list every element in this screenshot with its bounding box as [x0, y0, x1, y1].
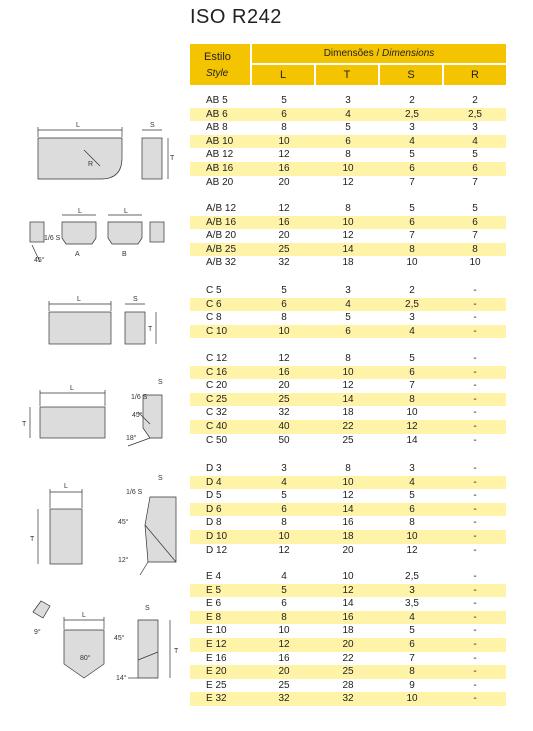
- label-B: B: [122, 251, 127, 258]
- cell-S: 10: [406, 693, 418, 705]
- table-row: [190, 476, 506, 490]
- label-T-c: T: [148, 326, 153, 333]
- col-header-S: S: [380, 65, 442, 85]
- cell-style: C 25: [206, 393, 228, 405]
- cell-R: -: [473, 611, 477, 623]
- cell-style: A/B 20: [206, 230, 237, 242]
- label-T-c2: T: [22, 421, 27, 428]
- cell-T: 8: [345, 149, 351, 161]
- cell-S: 6: [409, 503, 415, 515]
- cell-R: 6: [472, 216, 478, 228]
- label-S-c2: S: [158, 379, 163, 386]
- cell-style: C 6: [206, 298, 222, 310]
- table-group-c-large: [190, 352, 506, 447]
- cell-L: 40: [278, 420, 290, 432]
- table-group-e: [190, 570, 506, 706]
- cell-L: 6: [281, 503, 287, 515]
- cell-L: 10: [278, 530, 290, 542]
- cell-style: E 20: [206, 666, 227, 678]
- cell-R: -: [473, 584, 477, 596]
- cell-style: E 16: [206, 652, 227, 664]
- table-row: [190, 256, 506, 270]
- table-row: [190, 584, 506, 598]
- cell-T: 8: [345, 203, 351, 214]
- label-12-d: 12°: [118, 557, 129, 564]
- cell-R: -: [473, 530, 477, 542]
- cell-S: 6: [409, 638, 415, 650]
- table-row: [190, 366, 506, 380]
- label-T-e: T: [174, 648, 179, 655]
- table-row: [190, 148, 506, 162]
- cell-S: 10: [406, 257, 418, 269]
- cell-style: C 8: [206, 312, 222, 324]
- cell-R: -: [473, 393, 477, 405]
- cell-S: 4: [409, 325, 415, 337]
- diagram-e: [33, 601, 170, 678]
- cell-R: -: [473, 598, 477, 610]
- label-R-ab: R: [88, 161, 94, 168]
- cell-L: 5: [281, 490, 287, 502]
- table-row: [190, 665, 506, 679]
- cell-style: AB 10: [206, 135, 234, 147]
- cell-L: 25: [278, 679, 290, 691]
- label-45-d: 45°: [118, 519, 129, 526]
- label-L-c2: L: [70, 385, 74, 392]
- cell-style: A/B 25: [206, 243, 237, 255]
- cell-style: E 32: [206, 693, 227, 705]
- cell-T: 14: [342, 393, 354, 405]
- cell-T: 12: [342, 584, 354, 596]
- cell-L: 20: [278, 380, 290, 392]
- label-L-c: L: [77, 296, 81, 303]
- cell-style: AB 6: [206, 108, 228, 120]
- cell-S: 4: [409, 611, 415, 623]
- cell-S: 5: [409, 149, 415, 161]
- table-row: [190, 284, 506, 298]
- cell-L: 6: [281, 108, 287, 120]
- table-row: [190, 570, 506, 584]
- cell-style: A/B 16: [206, 216, 237, 228]
- cell-S: 5: [409, 203, 415, 214]
- table-row: [190, 611, 506, 625]
- cell-T: 4: [345, 298, 351, 310]
- cell-L: 16: [278, 366, 290, 378]
- cell-L: 10: [278, 325, 290, 337]
- dimensions-label: Dimensões /: [323, 48, 380, 59]
- cell-L: 3: [281, 463, 287, 474]
- cell-T: 25: [342, 666, 354, 678]
- table-row: [190, 94, 506, 108]
- cell-R: -: [473, 679, 477, 691]
- cell-R: 2: [472, 95, 478, 106]
- cell-T: 28: [342, 679, 354, 691]
- cell-S: 12: [406, 420, 418, 432]
- cell-style: E 4: [206, 571, 222, 582]
- cell-R: -: [473, 693, 477, 705]
- cell-R: -: [473, 420, 477, 432]
- cell-L: 8: [281, 122, 287, 134]
- cell-style: D 4: [206, 476, 222, 488]
- technical-diagrams: [0, 0, 190, 731]
- cell-T: 18: [342, 407, 354, 419]
- cell-style: E 8: [206, 611, 222, 623]
- label-s16-c2: 1/6 S: [131, 394, 148, 401]
- cell-L: 6: [281, 298, 287, 310]
- cell-S: 9: [409, 679, 415, 691]
- cell-T: 14: [342, 598, 354, 610]
- table-row: [190, 516, 506, 530]
- cell-R: -: [473, 544, 477, 556]
- cell-L: 16: [278, 652, 290, 664]
- cell-T: 12: [342, 230, 354, 242]
- table-row: [190, 406, 506, 420]
- cell-R: -: [473, 366, 477, 378]
- label-T-ab: T: [170, 155, 175, 162]
- cell-L: 25: [278, 393, 290, 405]
- cell-T: 5: [345, 312, 351, 324]
- label-s16-d: 1/6 S: [126, 489, 143, 496]
- label-14-e: 14°: [116, 675, 127, 682]
- label-L-ab: L: [76, 122, 80, 129]
- table-row: [190, 379, 506, 393]
- cell-T: 20: [342, 544, 354, 556]
- cell-S: 7: [409, 652, 415, 664]
- table-row: [190, 311, 506, 325]
- label-L-d: L: [64, 483, 68, 490]
- cell-T: 5: [345, 122, 351, 134]
- cell-style: D 10: [206, 530, 228, 542]
- cell-L: 12: [278, 203, 290, 214]
- cell-R: -: [473, 476, 477, 488]
- cell-style: D 8: [206, 517, 222, 529]
- cell-S: 8: [409, 393, 415, 405]
- cell-style: C 40: [206, 420, 228, 432]
- cell-R: -: [473, 503, 477, 515]
- table-row: [190, 352, 506, 366]
- cell-T: 20: [342, 638, 354, 650]
- cell-L: 12: [278, 544, 290, 556]
- cell-style: C 32: [206, 407, 228, 419]
- cell-R: -: [473, 380, 477, 392]
- cell-T: 18: [342, 530, 354, 542]
- cell-T: 4: [345, 108, 351, 120]
- cell-style: C 12: [206, 353, 228, 364]
- table-group-a-b: [190, 202, 506, 270]
- cell-T: 10: [342, 366, 354, 378]
- table-group-ab: [190, 94, 506, 189]
- label-45-ab: 45°: [34, 257, 45, 264]
- cell-style: C 10: [206, 325, 228, 337]
- cell-T: 6: [345, 135, 351, 147]
- table-row: [190, 229, 506, 243]
- cell-R: -: [473, 407, 477, 419]
- cell-L: 25: [278, 243, 290, 255]
- cell-T: 18: [342, 257, 354, 269]
- cell-style: C 20: [206, 380, 228, 392]
- diagram-d: [38, 489, 176, 575]
- cell-L: 16: [278, 162, 290, 174]
- cell-T: 12: [342, 380, 354, 392]
- cell-T: 18: [342, 625, 354, 637]
- cell-R: -: [473, 571, 477, 582]
- cell-L: 10: [278, 625, 290, 637]
- cell-T: 12: [342, 490, 354, 502]
- table-row: [190, 298, 506, 312]
- cell-style: E 6: [206, 598, 222, 610]
- cell-R: 3: [472, 122, 478, 134]
- cell-style: E 5: [206, 584, 222, 596]
- table-row: [190, 121, 506, 135]
- cell-R: 2,5: [468, 108, 482, 120]
- table-row: [190, 135, 506, 149]
- cell-R: -: [473, 285, 477, 296]
- cell-S: 8: [409, 517, 415, 529]
- cell-T: 22: [342, 420, 354, 432]
- cell-L: 16: [278, 216, 290, 228]
- label-L-b: L: [124, 208, 128, 215]
- cell-S: 5: [409, 490, 415, 502]
- cell-L: 8: [281, 517, 287, 529]
- style-label-en: Style: [206, 68, 229, 79]
- label-L-e: L: [82, 612, 86, 619]
- cell-L: 10: [278, 135, 290, 147]
- cell-S: 7: [409, 380, 415, 392]
- table-row: [190, 434, 506, 448]
- cell-S: 6: [409, 366, 415, 378]
- label-S-ab: S: [150, 122, 155, 129]
- label-T-d: T: [30, 536, 35, 543]
- label-80-e: 80°: [80, 655, 91, 662]
- diagram-ab: [38, 127, 168, 179]
- cell-style: C 16: [206, 366, 228, 378]
- cell-style: D 12: [206, 544, 228, 556]
- cell-L: 5: [281, 285, 287, 296]
- cell-L: 8: [281, 312, 287, 324]
- table-row: [190, 216, 506, 230]
- cell-T: 14: [342, 503, 354, 515]
- table-row: [190, 462, 506, 476]
- cell-R: 4: [472, 135, 478, 147]
- table-row: [190, 679, 506, 693]
- cell-T: 10: [342, 216, 354, 228]
- cell-R: 7: [472, 230, 478, 242]
- cell-S: 4: [409, 476, 415, 488]
- cell-S: 2: [409, 285, 415, 296]
- cell-S: 8: [409, 666, 415, 678]
- label-A: A: [75, 251, 80, 258]
- cell-R: 6: [472, 162, 478, 174]
- table-row: [190, 325, 506, 339]
- table-row: [190, 202, 506, 216]
- label-S-e: S: [145, 605, 150, 612]
- page-title: ISO R242: [190, 6, 282, 28]
- table-row: [190, 638, 506, 652]
- style-label: Estilo: [204, 51, 231, 63]
- cell-style: AB 20: [206, 176, 234, 188]
- cell-S: 14: [406, 434, 418, 446]
- cell-style: E 25: [206, 679, 227, 691]
- cell-R: -: [473, 625, 477, 637]
- cell-T: 16: [342, 517, 354, 529]
- cell-L: 5: [281, 95, 287, 106]
- cell-S: 7: [409, 176, 415, 188]
- cell-T: 8: [345, 463, 351, 474]
- label-9-e: 9°: [34, 629, 41, 636]
- table-row: [190, 108, 506, 122]
- cell-style: C 50: [206, 434, 228, 446]
- cell-style: E 12: [206, 638, 227, 650]
- cell-S: 5: [409, 625, 415, 637]
- table-row: [190, 393, 506, 407]
- cell-S: 6: [409, 162, 415, 174]
- cell-style: C 5: [206, 285, 222, 296]
- cell-L: 12: [278, 149, 290, 161]
- cell-S: 3: [409, 584, 415, 596]
- cell-style: E 10: [206, 625, 227, 637]
- label-45-e: 45°: [114, 635, 125, 642]
- diagram-c-small: [49, 301, 156, 344]
- dimensions-label-en: Dimensions: [382, 48, 435, 59]
- table-group-d: [190, 462, 506, 557]
- cell-L: 32: [278, 407, 290, 419]
- cell-R: -: [473, 298, 477, 310]
- cell-T: 10: [342, 571, 354, 582]
- cell-S: 3: [409, 122, 415, 134]
- label-s16-ab: 1/6 S: [44, 235, 61, 242]
- label-L-a: L: [78, 208, 82, 215]
- cell-L: 12: [278, 353, 290, 364]
- cell-L: 8: [281, 611, 287, 623]
- cell-R: 8: [472, 243, 478, 255]
- cell-style: D 6: [206, 503, 222, 515]
- cell-S: 3: [409, 312, 415, 324]
- cell-T: 25: [342, 434, 354, 446]
- cell-style: AB 12: [206, 149, 234, 161]
- cell-T: 3: [345, 285, 351, 296]
- cell-style: AB 5: [206, 95, 228, 106]
- table-row: [190, 597, 506, 611]
- cell-S: 3,5: [405, 598, 419, 610]
- cell-S: 2,5: [405, 108, 419, 120]
- cell-T: 8: [345, 353, 351, 364]
- label-S-d: S: [158, 475, 163, 482]
- cell-S: 8: [409, 243, 415, 255]
- cell-R: 7: [472, 176, 478, 188]
- cell-R: -: [473, 517, 477, 529]
- cell-style: AB 8: [206, 122, 228, 134]
- style-header: [190, 44, 250, 85]
- table-row: [190, 489, 506, 503]
- table-row: [190, 243, 506, 257]
- cell-S: 6: [409, 216, 415, 228]
- cell-T: 10: [342, 476, 354, 488]
- cell-L: 4: [281, 476, 287, 488]
- cell-L: 6: [281, 598, 287, 610]
- cell-T: 16: [342, 611, 354, 623]
- cell-R: 5: [472, 203, 478, 214]
- cell-R: -: [473, 312, 477, 324]
- cell-style: A/B 32: [206, 257, 237, 269]
- table-row: [190, 652, 506, 666]
- cell-L: 5: [281, 584, 287, 596]
- table-row: [190, 420, 506, 434]
- cell-T: 6: [345, 325, 351, 337]
- cell-R: -: [473, 325, 477, 337]
- col-header-R: R: [444, 65, 506, 85]
- table-row: [190, 530, 506, 544]
- table-row: [190, 544, 506, 558]
- cell-L: 20: [278, 666, 290, 678]
- cell-S: 10: [406, 530, 418, 542]
- cell-T: 3: [345, 95, 351, 106]
- cell-S: 4: [409, 135, 415, 147]
- cell-T: 32: [342, 693, 354, 705]
- cell-style: A/B 12: [206, 203, 237, 214]
- cell-L: 50: [278, 434, 290, 446]
- cell-R: -: [473, 490, 477, 502]
- cell-S: 10: [406, 407, 418, 419]
- col-header-L: L: [252, 65, 314, 85]
- cell-R: -: [473, 666, 477, 678]
- cell-style: D 5: [206, 490, 222, 502]
- cell-L: 12: [278, 638, 290, 650]
- dimensions-header: [252, 44, 506, 63]
- cell-S: 5: [409, 353, 415, 364]
- label-S-c: S: [133, 296, 138, 303]
- cell-R: -: [473, 434, 477, 446]
- cell-S: 7: [409, 230, 415, 242]
- cell-R: 5: [472, 149, 478, 161]
- cell-L: 20: [278, 230, 290, 242]
- cell-style: AB 16: [206, 162, 234, 174]
- cell-L: 32: [278, 693, 290, 705]
- cell-S: 12: [406, 544, 418, 556]
- cell-R: -: [473, 463, 477, 474]
- table-row: [190, 624, 506, 638]
- cell-L: 20: [278, 176, 290, 188]
- cell-S: 2,5: [405, 298, 419, 310]
- cell-L: 32: [278, 257, 290, 269]
- label-45-c2: 45°: [132, 412, 143, 419]
- table-row: [190, 176, 506, 190]
- cell-R: 10: [469, 257, 481, 269]
- cell-style: D 3: [206, 463, 222, 474]
- cell-T: 10: [342, 162, 354, 174]
- table-row: [190, 503, 506, 517]
- cell-T: 12: [342, 176, 354, 188]
- cell-S: 3: [409, 463, 415, 474]
- cell-R: -: [473, 638, 477, 650]
- label-18-c2: 18°: [126, 435, 137, 442]
- table-row: [190, 692, 506, 706]
- cell-S: 2: [409, 95, 415, 106]
- table-row: [190, 162, 506, 176]
- col-header-T: T: [316, 65, 378, 85]
- cell-T: 14: [342, 243, 354, 255]
- cell-L: 4: [281, 571, 287, 582]
- cell-T: 22: [342, 652, 354, 664]
- cell-S: 2,5: [405, 571, 419, 582]
- table-group-c-small: [190, 284, 506, 338]
- cell-R: -: [473, 652, 477, 664]
- cell-R: -: [473, 353, 477, 364]
